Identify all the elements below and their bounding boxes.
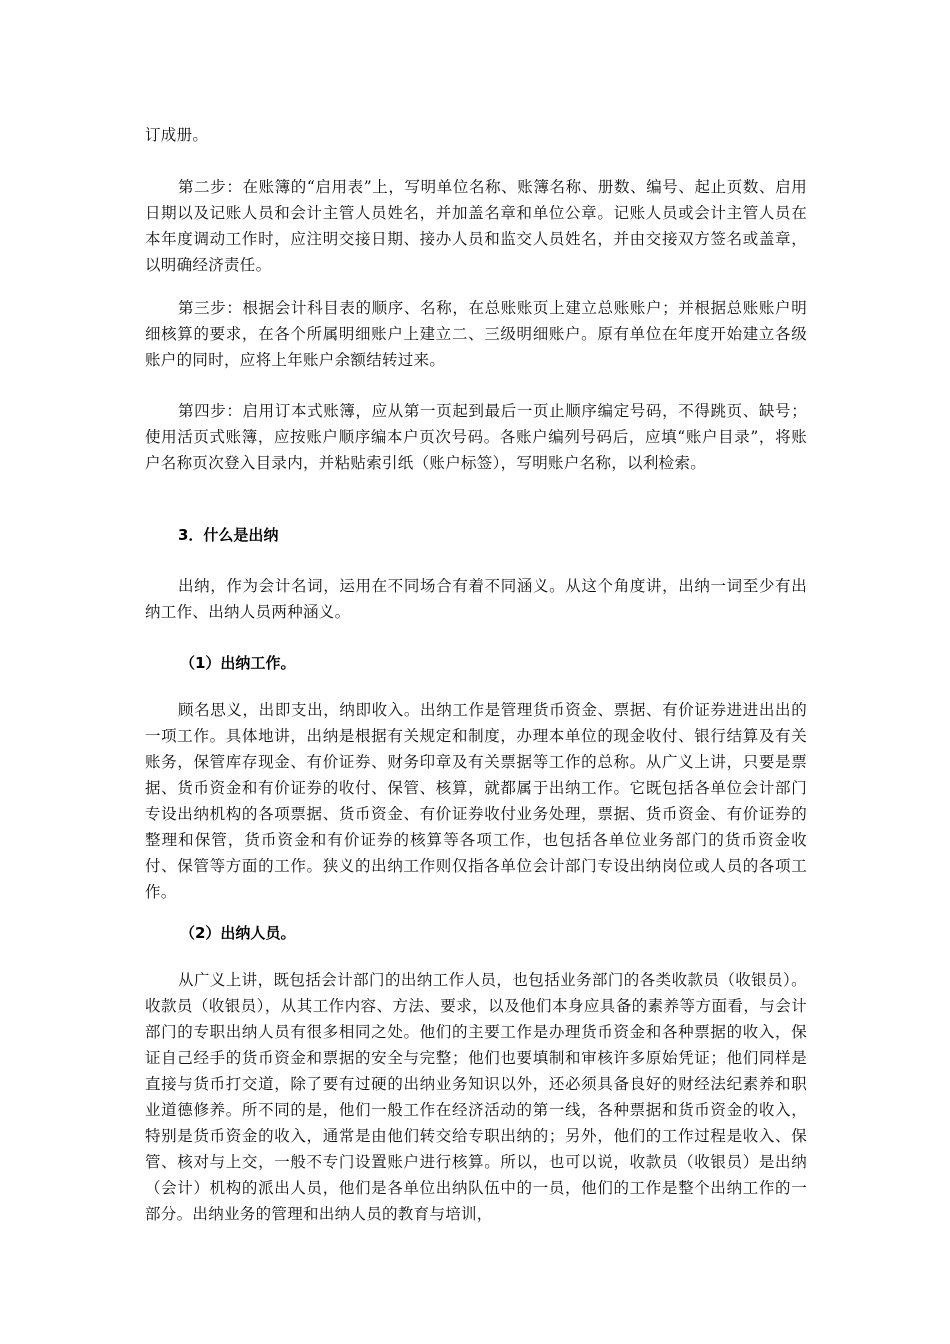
paragraph-step-three: 第三步：根据会计科目表的顺序、名称，在总账账页上建立总账账户；并根据总账账户明细核算的要求，在各个所属明细账户上建立二、三级明细账户。原有单位在年度开始建立各级账户的同时，应将上年账户余额结转过来。: [145, 299, 807, 369]
paragraph-cashier-work: 顾名思义，出即支出，纳即收入。出纳工作是管理货币资金、票据、有价证券进进出出的一项工作。具体地讲，出纳是根据有关规定和制度，办理本单位的现金收付、银行结算及有关账务，保管库存现金、有价证券、财务印章及有关票据等工作的总称。从广义上讲，只要是票据、货币资金和有价证券的收付、保管、核算，就都属于出纳工作。它既包括各单位会计部门专设出纳机构的各项票据、货币资金、有价证券收付业务处理，票据、货币资金、有价证券的整理和保管，货币资金和有价证券的核算等各项工作，也包括各单位业务部门的货币资金收付、保管等方面的工作。狭义的出纳工作则仅指各单位会计部门专设出纳岗位或人员的各项工作。: [145, 701, 807, 901]
paragraph-cashier-staff: 从广义上讲，既包括会计部门的出纳工作人员，也包括业务部门的各类收款员（收银员）。收款员（收银员），从其工作内容、方法、要求，以及他们本身应具备的素养等方面看，与会计部门的专职出纳人员有很多相同之处。他们的主要工作是办理货币资金和各种票据的收入，保证自己经手的货币资金和票据的安全与完整；他们也要填制和审核许多原始凭证；他们同样是直接与货币打交道，除了要有过硬的出纳业务知识以外，还必须具备良好的财经法纪素养和职业道德修养。所不同的是，他们一般工作在经济活动的第一线，各种票据和货币资金的收入，特别是货币资金的收入，通常是由他们转交给专职出纳的；另外，他们的工作过程是收入、保管、核对与上交，一般不专门设置账户进行核算。所以，也可以说，收款员（收银员）是出纳（会计）机构的派出人员，他们是各单位出纳队伍中的一员，他们的工作是整个出纳工作的一部分。出纳业务的管理和出纳人员的教育与培训，: [145, 971, 807, 1223]
paragraph-step-four: 第四步：启用订本式账簿，应从第一页起到最后一页止顺序编定号码，不得跳页、缺号；使用活页式账簿，应按账户顺序编本户页次号码。各账户编列号码后，应填“账户目录”，将账户名称页次登入目录内，并粘贴索引纸（账户标签），写明账户名称，以利检索。: [145, 402, 807, 472]
paragraph-cashier-definition: 出纳，作为会计名词，运用在不同场合有着不同涵义。从这个角度讲，出纳一词至少有出纳工作、出纳人员两种涵义。: [145, 577, 807, 621]
subheading-cashier-work: （1）出纳工作。: [180, 654, 296, 672]
subheading-cashier-staff: （2）出纳人员。: [180, 924, 296, 942]
paragraph-step-two: 第二步：在账簿的“启用表”上，写明单位名称、账簿名称、册数、编号、起止页数、启用日期以及记账人员和会计主管人员姓名，并加盖名章和单位公章。记账人员或会计主管人员在本年度调动工作时，应注明交接日期、接办人员和监交人员姓名，并由交接双方签名或盖章，以明确经济责任。: [145, 178, 807, 274]
paragraph-continuation: 订成册。: [145, 126, 209, 144]
section-heading-what-is-cashier: 3．什么是出纳: [178, 526, 279, 544]
